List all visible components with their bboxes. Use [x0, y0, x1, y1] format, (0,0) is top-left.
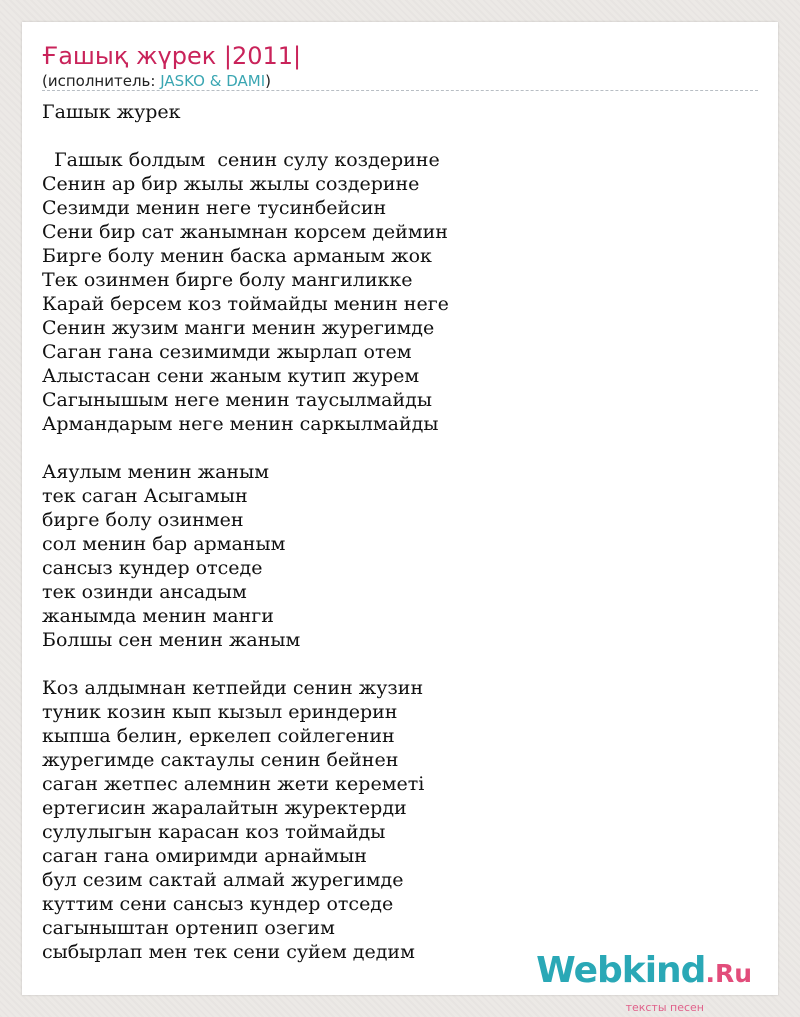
lyric-line: ертегисин жаралайтын журектерди	[42, 797, 407, 819]
artist-suffix: )	[265, 72, 271, 90]
lyric-line: Коз алдымнан кетпейди сенин жузин	[42, 677, 424, 699]
lyric-line: сыбырлап мен тек сени суйем дедим	[42, 941, 415, 963]
stanza-break	[42, 436, 742, 460]
lyric-line: Гашык журек	[42, 101, 181, 123]
lyrics-card	[22, 22, 778, 1014]
lyric-line: Сенин жузим манги менин журегимде	[42, 317, 435, 339]
lyric-line: Карай берсем коз тоймайды менин неге	[42, 293, 449, 315]
logo-tld: .Ru	[705, 959, 752, 988]
lyric-line: саган гана омиримди арнаймын	[42, 845, 367, 867]
lyric-line: Сезимди менин неге тусинбейсин	[42, 197, 387, 219]
lyric-line: Аяулым менин жаным	[42, 461, 269, 483]
lyric-line: Алыстасан сени жаным кутип журем	[42, 365, 420, 387]
lyric-line: сол менин бар арманым	[42, 533, 286, 555]
song-title: Ғашық жүрек |2011|	[42, 42, 302, 70]
stanza-break	[42, 124, 742, 148]
lyric-line: Сени бир сат жанымнан корсем деймин	[42, 221, 448, 243]
lyric-line: Сенин ар бир жылы жылы создерине	[42, 173, 420, 195]
artist-link[interactable]: JASKO & DAMI	[160, 72, 266, 90]
lyric-line: сулулыгын карасан коз тоймайды	[42, 821, 386, 843]
lyric-line: саган жетпес алемнин жети кереметi	[42, 773, 425, 795]
lyric-line: Армандарым неге менин саркылмайды	[42, 413, 439, 435]
lyric-line: кыпша белин, еркелеп сойлегенин	[42, 725, 395, 747]
lyric-line: жанымда менин манги	[42, 605, 274, 627]
lyric-line: Болшы сен менин жаным	[42, 629, 301, 651]
lyric-line: тек озинди ансадым	[42, 581, 247, 603]
lyric-line: бирге болу озинмен	[42, 509, 244, 531]
header-divider	[42, 90, 758, 91]
lyric-line: туник козин кып кызыл ериндерин	[42, 701, 398, 723]
lyric-line: Сагынышым неге менин таусылмайды	[42, 389, 432, 411]
lyric-line: Гашык болдым сенин сулу коздерине	[42, 149, 440, 171]
lyric-line: тек саган Асыгамын	[42, 485, 248, 507]
artist-prefix: (исполнитель:	[42, 72, 161, 90]
lyric-line: Бирге болу менин баска арманым жок	[42, 245, 432, 267]
logo-brand: Webkind	[536, 950, 706, 991]
lyric-line: сагыныштан ортенип озегим	[42, 917, 335, 939]
logo-tagline: тексты песен	[625, 1001, 704, 1014]
lyric-line: сансыз кундер отседе	[42, 557, 263, 579]
lyric-line: Тек озинмен бирге болу мангиликке	[42, 269, 413, 291]
site-logo[interactable]	[536, 950, 752, 1014]
artist-line	[42, 71, 271, 91]
stanza-break	[42, 652, 742, 676]
lyric-line: бул сезим сактай алмай журегимде	[42, 869, 404, 891]
lyric-line: куттим сени сансыз кундер отседе	[42, 893, 394, 915]
lyrics-body	[42, 100, 742, 964]
lyric-line: журегимде сактаулы сенин бейнен	[42, 749, 399, 771]
lyric-line: Саган гана сезимимди жырлап отем	[42, 341, 412, 363]
